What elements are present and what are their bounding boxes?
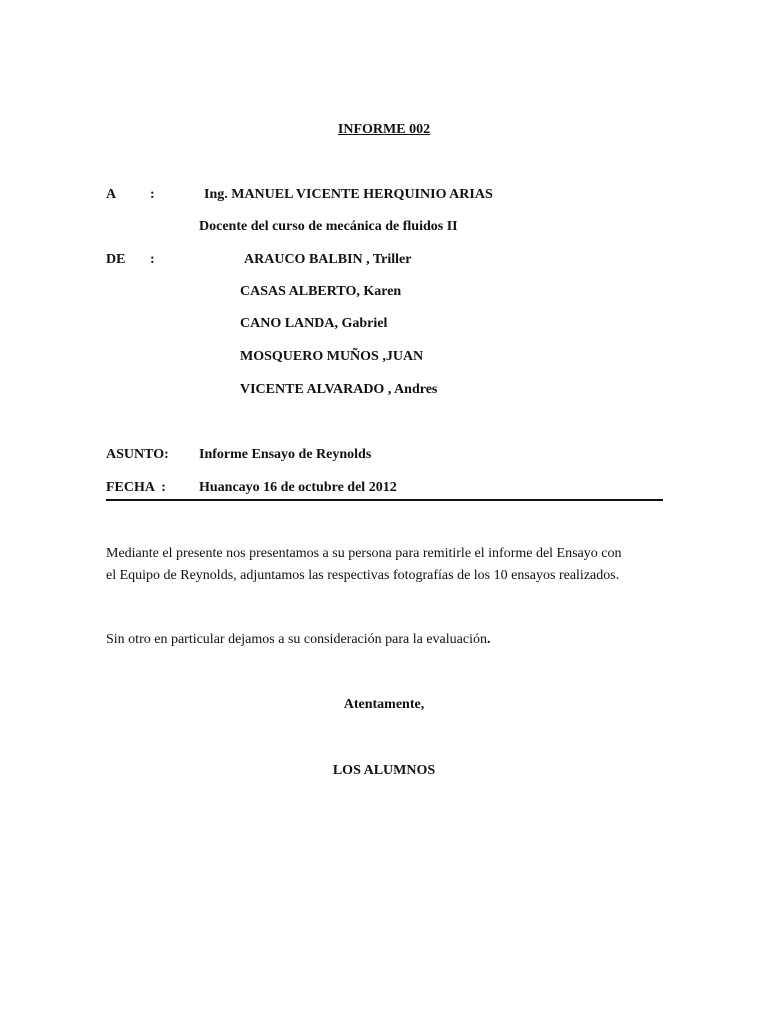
body-line-1: Mediante el presente nos presentamos a su persona para remitirle el informe del Ensayo con bbox=[106, 546, 622, 561]
sender-name: CASAS ALBERTO, Karen bbox=[240, 284, 402, 299]
from-label: DE bbox=[106, 252, 126, 267]
date-label: FECHA : bbox=[106, 480, 166, 495]
header-divider bbox=[106, 499, 663, 501]
signature: LOS ALUMNOS bbox=[332, 763, 436, 778]
closing-text: Sin otro en particular dejamos a su consideración para la evaluación bbox=[106, 632, 487, 647]
to-label: A bbox=[106, 187, 117, 202]
subject-value: Informe Ensayo de Reynolds bbox=[199, 447, 372, 462]
subject-label: ASUNTO: bbox=[106, 447, 169, 462]
recipient-name: Ing. MANUEL VICENTE HERQUINIO ARIAS bbox=[204, 187, 493, 202]
sender-name: CANO LANDA, Gabriel bbox=[240, 316, 388, 331]
closing-sentence bbox=[106, 632, 490, 648]
to-colon: : bbox=[150, 187, 155, 202]
date-value: Huancayo 16 de octubre del 2012 bbox=[199, 480, 397, 495]
sender-name: VICENTE ALVARADO , Andres bbox=[240, 382, 438, 397]
from-colon: : bbox=[150, 252, 155, 267]
recipient-role: Docente del curso de mecánica de fluidos II bbox=[199, 219, 458, 234]
document-title: INFORME 002 bbox=[337, 122, 431, 137]
closing-period: . bbox=[486, 632, 491, 647]
sender-name: MOSQUERO MUÑOS ,JUAN bbox=[240, 349, 424, 364]
sign-off: Atentamente, bbox=[343, 697, 425, 712]
body-line-2: el Equipo de Reynolds, adjuntamos las respectivas fotografías de los 10 ensayos realizados. bbox=[106, 568, 620, 583]
sender-name: ARAUCO BALBIN , Triller bbox=[244, 252, 412, 267]
